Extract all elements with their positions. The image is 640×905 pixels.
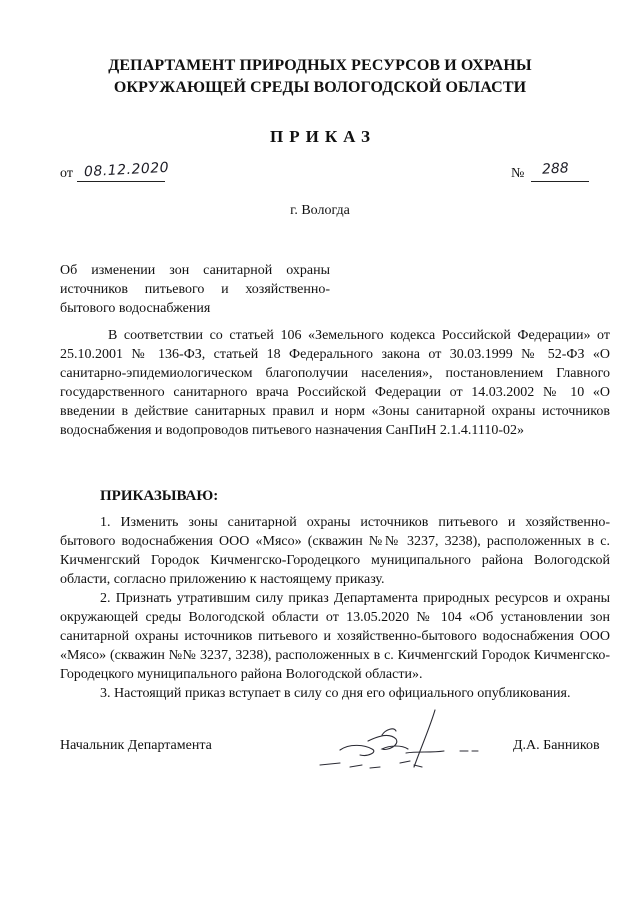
order-items <box>60 513 610 703</box>
date-handwritten: 08.12.2020 <box>83 159 170 181</box>
document-type-title: ПРИКАЗ <box>270 127 376 146</box>
order-command: ПРИКАЗЫВАЮ: <box>100 488 219 504</box>
date-underline <box>77 181 165 182</box>
order-item-1: 1. Изменить зоны санитарной охраны источников питьевого и хозяйственно-бытового водоснабжения ООО «Мясо» (скважин №№ 3237, 3238), расположенных в с. Кичменгский Городок Кичменгско-Городецкого муниципального района Вологодской области, согласно приложению к настоящему приказу. <box>60 515 610 587</box>
order-item-3: 3. Настоящий приказ вступает в силу со дня его официального опубликования. <box>100 686 571 701</box>
date-label: от <box>60 166 73 181</box>
preamble-paragraph: В соответствии со статьей 106 «Земельного кодекса Российской Федерации» от 25.10.2001 № 136-ФЗ, статьей 18 Федерального закона от 30.03.1999 № 52-ФЗ «О санитарно-эпидемиологическом благополучии населения», постановлением Главного государственного санитарного врача Российской Федерации от 14.03.2002 № 10 «О введении в действие санитарных правил и норм «Зоны санитарной охраны источников водоснабжения и водопроводов питьевого назначения СанПиН 2.1.4.1110-02» <box>60 328 610 438</box>
number-label: № <box>511 166 525 181</box>
signer-name: Д.А. Банников <box>513 738 600 753</box>
department-header <box>0 55 640 99</box>
signer-position: Начальник Департамента <box>60 738 212 753</box>
handwritten-signature <box>310 705 490 780</box>
order-subject: Об изменении зон санитарной охраны источников питьевого и хозяйственно-бытового водоснабжения <box>60 263 330 316</box>
department-name-line1: ДЕПАРТАМЕНТ ПРИРОДНЫХ РЕСУРСОВ И ОХРАНЫ <box>108 57 532 74</box>
city-line: г. Вологда <box>290 203 350 218</box>
order-item-2: 2. Признать утратившим силу приказ Департамента природных ресурсов и охраны окружающей среды Вологодской области от 13.05.2020 № 104 «Об установлении зон санитарной охраны источников питьевого и хозяйственно-бытового водоснабжения ООО «Мясо» (скважин №№ 3237, 3238), расположенных в с. Кичменгский Городок Кичменгско-Городецкого муниципального района Вологодской области». <box>60 591 610 682</box>
department-name-line2: ОКРУЖАЮЩЕЙ СРЕДЫ ВОЛОГОДСКОЙ ОБЛАСТИ <box>113 79 527 96</box>
number-handwritten: 288 <box>541 160 570 178</box>
number-underline <box>531 181 589 182</box>
